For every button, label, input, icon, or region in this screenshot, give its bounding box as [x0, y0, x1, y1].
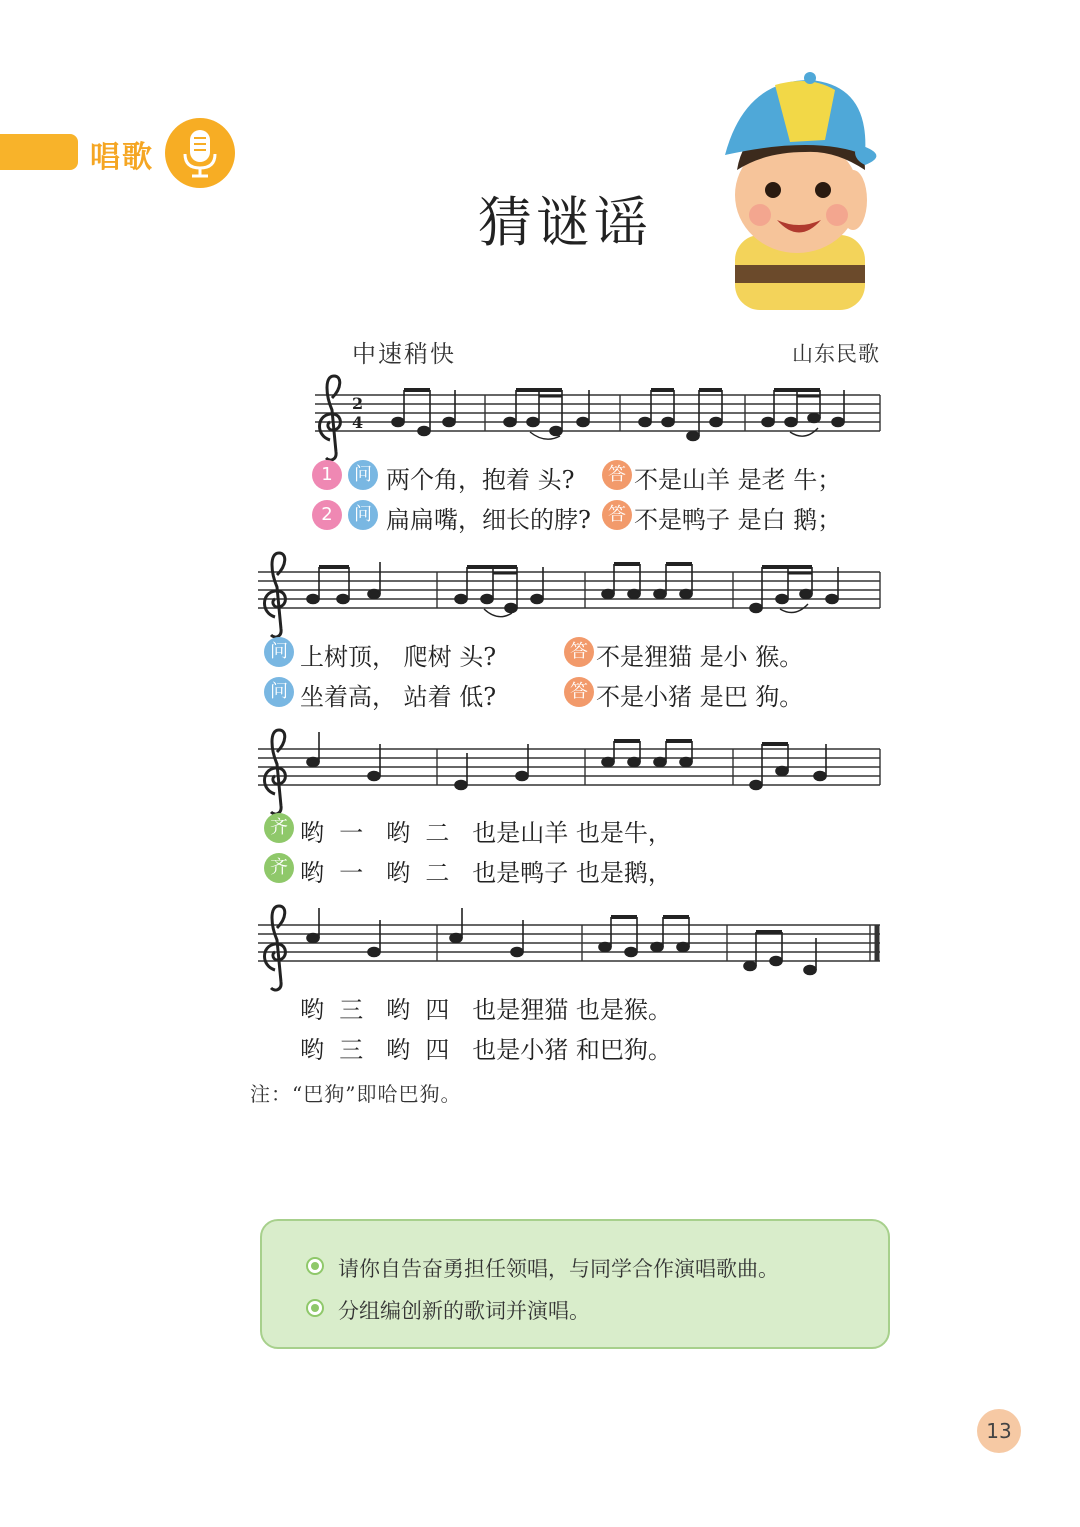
answer-badge: 答	[564, 677, 594, 707]
answer-badge: 答	[564, 637, 594, 667]
lyric-line	[312, 460, 872, 494]
lyric-text: 不是山羊 是老 牛；	[634, 466, 842, 494]
lyric-text: 不是狸猫 是小 猴。	[596, 643, 804, 671]
lyric-text: 哟 三 哟 四 也是狸猫 也是猴。	[300, 996, 672, 1024]
bullet-icon	[306, 1299, 324, 1317]
tempo-marking: 中速稍快	[352, 340, 456, 368]
lyric-text: 哟 一 哟 二 也是山羊 也是牛，	[300, 819, 672, 847]
tip-text: 分组编创新的歌词并演唱。	[338, 1299, 590, 1323]
tip-item	[306, 1253, 779, 1283]
footnote: 注：“巴狗”即哈巴狗。	[250, 1082, 462, 1106]
lyric-text: 坐着高， 站着 低?	[300, 683, 497, 711]
question-badge: 问	[264, 677, 294, 707]
tip-item	[306, 1295, 590, 1325]
lyric-text: 两个角，抱着 头?	[386, 466, 575, 494]
answer-badge: 答	[602, 460, 632, 490]
question-badge: 问	[348, 460, 378, 490]
lyric-text: 上树顶， 爬树 头?	[300, 643, 497, 671]
bullet-icon	[306, 1257, 324, 1275]
lyric-line	[300, 990, 880, 1024]
lyric-text: 不是小猪 是巴 狗。	[596, 683, 804, 711]
lyric-line	[312, 500, 872, 534]
lyric-line	[300, 1030, 880, 1064]
lyric-line	[264, 853, 874, 887]
svg-text:2: 2	[352, 394, 364, 413]
verse-number-badge: 2	[312, 500, 342, 530]
section-label: 唱歌	[90, 140, 154, 175]
lyric-line	[264, 813, 874, 847]
lyric-line	[264, 677, 874, 711]
staff-system-4	[258, 906, 880, 990]
verse-number-badge: 1	[312, 460, 342, 490]
svg-text:4: 4	[352, 413, 364, 432]
staff-system-3	[258, 730, 880, 814]
song-origin: 山东民歌	[792, 342, 880, 366]
question-badge: 问	[348, 500, 378, 530]
staff-system-2	[258, 553, 880, 637]
together-badge: 齐	[264, 813, 294, 843]
lyric-text: 扁扁嘴，细长的脖?	[386, 506, 591, 534]
staff-system-1	[315, 376, 880, 460]
page-number: 13	[977, 1409, 1021, 1453]
question-badge: 问	[264, 637, 294, 667]
tip-text: 请你自告奋勇担任领唱，与同学合作演唱歌曲。	[338, 1257, 779, 1281]
answer-badge: 答	[602, 500, 632, 530]
page-title: 猜谜谣	[478, 191, 652, 254]
activity-tips-box	[260, 1219, 890, 1349]
together-badge: 齐	[264, 853, 294, 883]
lyric-line	[264, 637, 874, 671]
lyric-text: 不是鸭子 是白 鹅；	[634, 506, 842, 534]
lyric-text: 哟 三 哟 四 也是小猪 和巴狗。	[300, 1036, 672, 1064]
lyric-text: 哟 一 哟 二 也是鸭子 也是鹅，	[300, 859, 672, 887]
